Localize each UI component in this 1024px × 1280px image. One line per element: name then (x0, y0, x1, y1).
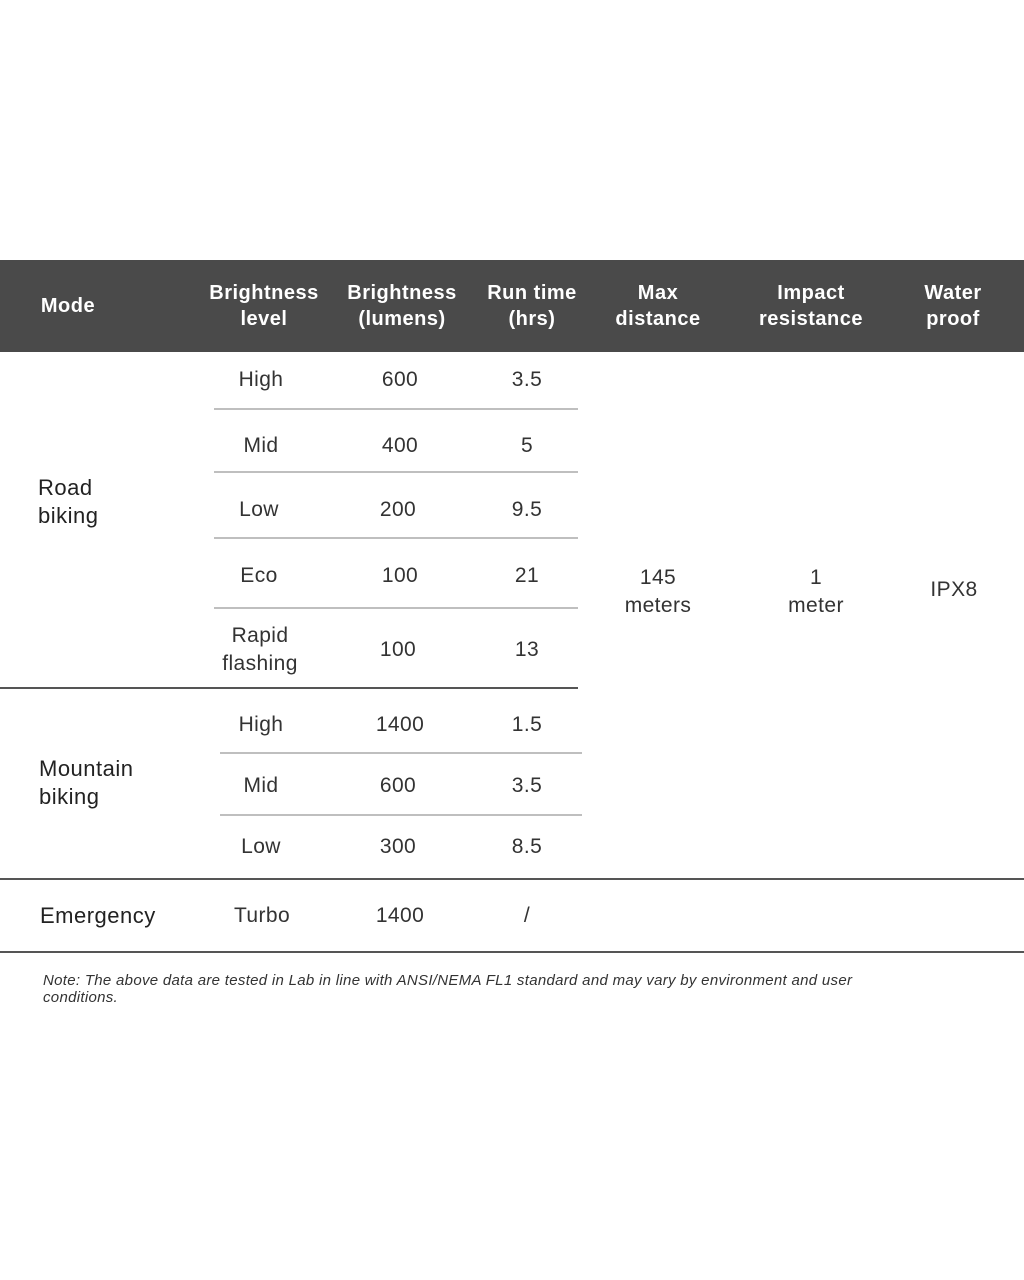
group-divider (0, 878, 1024, 880)
runtime-cell: 8.5 (511, 835, 543, 858)
level-cell: Low (239, 498, 279, 521)
water-proof-value: IPX8 (930, 578, 978, 601)
runtime-cell: 13 (514, 638, 540, 661)
level-cell: Rapid flashing (222, 624, 298, 675)
runtime-cell: 1.5 (511, 713, 543, 736)
mode-mountain-biking: Mountain biking (39, 756, 134, 809)
table-bottom-border (0, 951, 1024, 953)
group-divider (0, 687, 578, 689)
header-water-proof: Water proof (924, 282, 982, 330)
row-divider (214, 607, 578, 609)
header-brightness-level: Brightness level (209, 282, 319, 330)
header-brightness-lumens: Brightness (lumens) (347, 282, 457, 330)
level-cell: Eco (240, 564, 278, 587)
lumens-cell: 600 (379, 774, 417, 797)
impact-resistance-value: 1 meter (788, 566, 844, 617)
level-cell: High (238, 713, 284, 736)
level-cell: Low (241, 835, 281, 858)
header-max-distance: Max distance (615, 282, 701, 330)
lumens-cell: 600 (381, 368, 419, 391)
lumens-cell: 100 (379, 638, 417, 661)
runtime-cell: 21 (514, 564, 540, 587)
row-divider (214, 537, 578, 539)
runtime-cell: 3.5 (511, 774, 543, 797)
level-cell: Mid (243, 774, 279, 797)
table-header (0, 260, 1024, 352)
row-divider (214, 471, 578, 473)
lumens-cell: 200 (379, 498, 417, 521)
row-divider (220, 814, 582, 816)
header-run-time: Run time (hrs) (487, 282, 577, 330)
lumens-cell: 100 (381, 564, 419, 587)
level-cell: High (238, 368, 284, 391)
level-cell: Turbo (233, 904, 291, 927)
runtime-cell: 3.5 (511, 368, 543, 391)
header-mode: Mode (40, 295, 96, 317)
level-cell: Mid (243, 434, 279, 457)
header-impact-resistance: Impact resistance (759, 282, 863, 330)
lumens-cell: 1400 (375, 904, 425, 927)
lumens-cell: 300 (379, 835, 417, 858)
row-divider (214, 408, 578, 410)
max-distance-value: 145 meters (624, 566, 692, 617)
runtime-cell: 5 (520, 434, 534, 457)
lumens-cell: 1400 (375, 713, 425, 736)
row-divider (220, 752, 582, 754)
footnote: Note: The above data are tested in Lab in line with ANSI/NEMA FL1 standard and may vary by environment and user conditions. (43, 972, 853, 1006)
runtime-cell: / (523, 904, 531, 927)
mode-road-biking: Road biking (38, 475, 99, 528)
lumens-cell: 400 (381, 434, 419, 457)
runtime-cell: 9.5 (511, 498, 543, 521)
mode-emergency: Emergency (40, 903, 156, 928)
